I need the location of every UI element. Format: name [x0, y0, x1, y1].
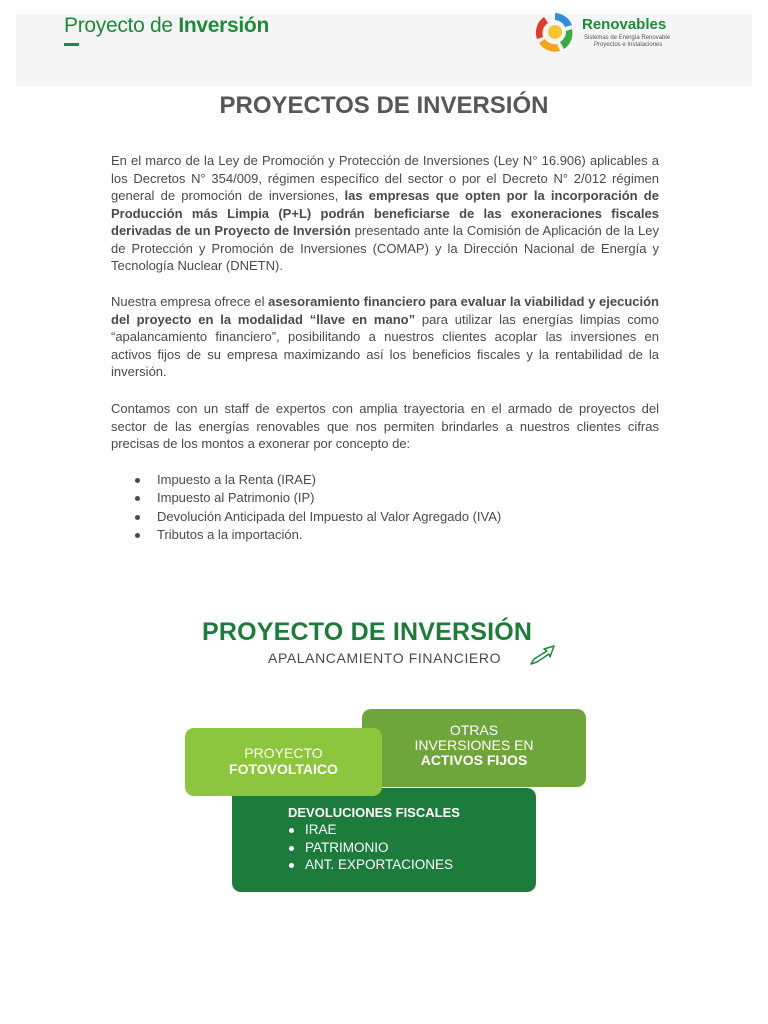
renovables-logo — [532, 9, 732, 61]
otras-line-3: ACTIVOS FIJOS — [420, 752, 528, 768]
diagram-subtitle: APALANCAMIENTO FINANCIERO — [268, 650, 502, 666]
logo-name: Renovables — [582, 16, 667, 33]
list-item: Impuesto a la Renta (IRAE) — [133, 471, 501, 489]
devoluciones-fiscales-box — [232, 788, 536, 892]
otras-line-1: OTRAS — [449, 722, 499, 738]
devoluciones-list — [288, 821, 453, 874]
brand-underline — [64, 43, 79, 46]
list-item: ANT. EXPORTACIONES — [288, 856, 453, 874]
otras-line-2: INVERSIONES EN — [414, 737, 534, 753]
list-item: Tributos a la importación. — [133, 526, 501, 544]
renewable-arrows-icon — [532, 9, 578, 55]
brand-title: Proyecto de Inversión — [64, 14, 269, 37]
devoluciones-heading: DEVOLUCIONES FISCALES — [288, 805, 460, 820]
logo-tagline-1: Sistemas de Energía Renovable — [584, 35, 671, 41]
diagram-title: PROYECTO DE INVERSIÓN — [202, 618, 533, 646]
paragraph-legal-framework: En el marco de la Ley de Promoción y Protección de Inversiones (Ley N° 16.906) aplicables a los Decretos N° 354/009, régimen específico del sector o por el Decreto N° 2/012 régimen general de promoción de inversiones, las empresas que opten por la incorporación de Producción más Limpia (P+L) podrán beneficiarse de las exoneraciones fiscales derivadas de un Proyecto de Inversión presentado ante la Comisión de Aplicación de la Ley de Protección y Promoción de Inversiones (COMAP) y la Dirección Nacional de Energía y Tecnología Nuclear (DNETN). — [111, 153, 659, 273]
page-title: PROYECTOS DE INVERSIÓN — [219, 92, 549, 119]
list-item: Impuesto al Patrimonio (IP) — [133, 489, 501, 507]
paragraph-services: Nuestra empresa ofrece el asesoramiento financiero para evaluar la viabilidad y ejecución del proyecto en la modalidad “llave en mano” para utilizar las energías limpias como “apalancamiento financiero”, posibilitando a nuestros clientes acoplar las inversiones en activos fijos de su empresa maximizando así los beneficios fiscales y la rentabilidad de la inversión. — [111, 294, 659, 379]
logo-tagline-2: Proyectos e Instalaciones — [594, 42, 663, 48]
list-item: Devolución Anticipada del Impuesto al Valor Agregado (IVA) — [133, 508, 501, 526]
tax-concepts-list — [133, 471, 501, 544]
foto-line-1: PROYECTO — [244, 745, 323, 761]
proyecto-fotovoltaico-box — [185, 728, 382, 796]
foto-line-2: FOTOVOLTAICO — [229, 761, 338, 777]
otras-inversiones-box — [362, 709, 586, 787]
arrow-icon — [528, 643, 556, 667]
list-item: PATRIMONIO — [288, 839, 453, 857]
list-item: IRAE — [288, 821, 453, 839]
paragraph-experts: Contamos con un staff de expertos con amplia trayectoria en el armado de proyectos del sector de las energías renovables que nos permiten brindarles a nuestros clientes cifras precisas de los montos a exonerar por concepto de: — [111, 401, 659, 451]
